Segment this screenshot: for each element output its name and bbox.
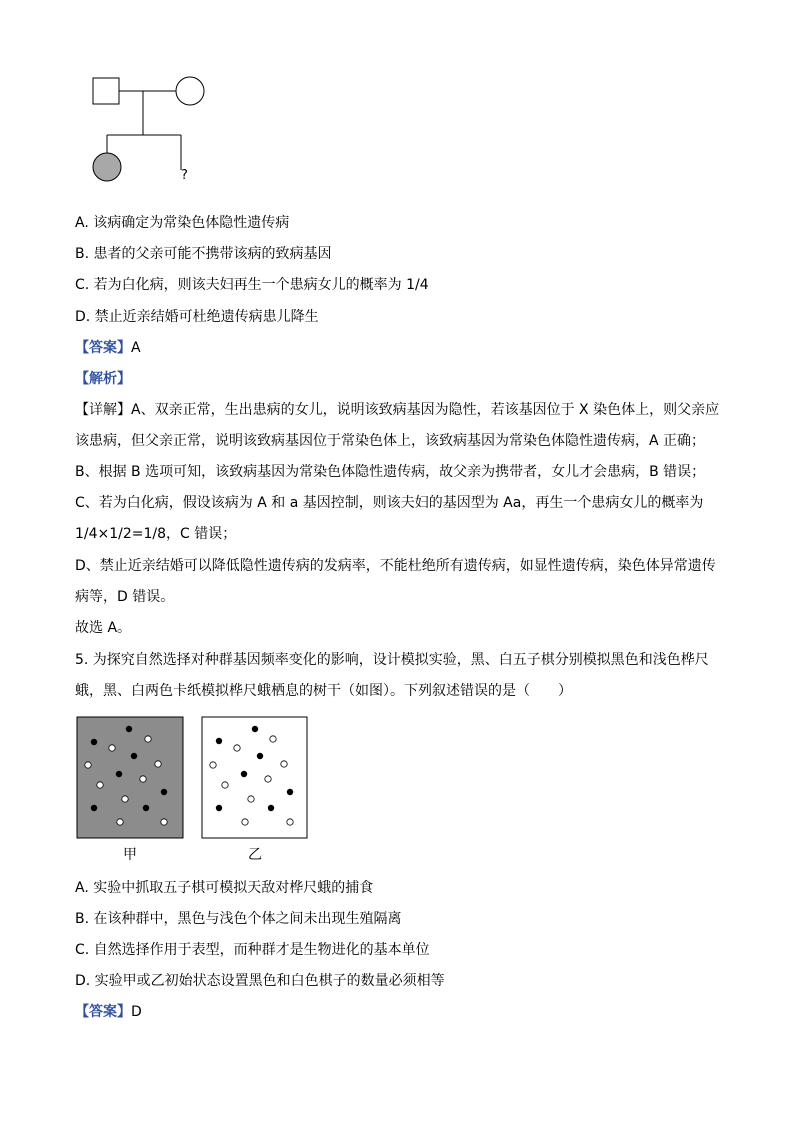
q4-option-d: D. 禁止近亲结婚可杜绝遗传病患儿降生 [75, 309, 319, 325]
white-piece [85, 762, 91, 768]
white-piece [210, 762, 216, 768]
white-piece [97, 782, 103, 788]
q5-stem-line-2: 蛾，黑、白两色卡纸模拟桦尺蛾栖息的树干（如图）。下列叙述错误的是（ ） [75, 683, 572, 699]
q4-detail-line-6: D、禁止近亲结婚可以降低隐性遗传病的发病率，不能杜绝所有遗传病，如显性遗传病，染色体异常遗传 [75, 558, 716, 574]
white-piece [145, 736, 151, 742]
black-piece [143, 805, 149, 811]
analysis-tag: 【解析】 [75, 371, 131, 387]
white-piece [109, 745, 115, 751]
q4-conclusion: 故选 A。 [75, 620, 132, 636]
black-piece [116, 771, 122, 777]
answer-tag: 【答案】 [75, 340, 131, 356]
black-piece [216, 805, 222, 811]
black-piece [216, 738, 222, 744]
black-piece [287, 789, 293, 795]
black-piece [131, 753, 137, 759]
black-piece [241, 771, 247, 777]
white-piece [155, 761, 161, 767]
q4-detail-line-7: 病等，D 错误。 [75, 589, 175, 605]
q5-option-a: A. 实验中抓取五子棋可模拟天敌对桦尺蛾的捕食 [75, 880, 374, 896]
black-piece [91, 739, 97, 745]
pedigree-diagram [0, 0, 794, 200]
q4-detail-line-5: 1/4×1/2=1/8，C 错误； [75, 526, 237, 542]
q4-answer-line [75, 338, 141, 358]
white-piece [265, 776, 271, 782]
q5-answer-line [75, 1002, 142, 1022]
white-piece [140, 776, 146, 782]
white-piece [248, 796, 254, 802]
q4-detail-line-2: 该患病，但父亲正常，说明该致病基因位于常染色体上，该致病基因为常染色体隐性遗传病，A 正确； [75, 433, 706, 449]
figure-label-jia: 甲 [123, 847, 137, 863]
white-piece [161, 819, 167, 825]
white-piece [117, 819, 123, 825]
figure-label-yi: 乙 [248, 847, 262, 863]
q4-option-c: C. 若为白化病，则该夫妇再生一个患病女儿的概率为 1/4 [75, 277, 429, 293]
detail-text: A、双亲正常，生出患病的女儿，说明该致病基因为隐性，若该基因位于 X 染色体上，则父亲应 [131, 402, 720, 418]
black-piece [161, 789, 167, 795]
affected-daughter-circle [93, 153, 121, 181]
white-piece [281, 761, 287, 767]
q5-stem-line-1: 5. 为探究自然选择对种群基因频率变化的影响，设计模拟实验，黑、白五子棋分别模拟黑色和浅色桦尺 [75, 652, 709, 668]
q5-option-b: B. 在该种群中，黑色与浅色个体之间未出现生殖隔离 [75, 911, 402, 927]
mother-circle [176, 77, 204, 105]
detail-tag: 【详解】 [75, 402, 131, 418]
answer-tag: 【答案】 [75, 1004, 131, 1020]
q4-detail-line-1 [75, 400, 719, 420]
black-piece [91, 805, 97, 811]
question-mark: ? [181, 168, 188, 183]
white-piece [222, 782, 228, 788]
black-piece [126, 726, 132, 732]
board-yi-white [202, 717, 307, 838]
board-jia-gray [77, 717, 183, 838]
black-piece [268, 805, 274, 811]
board-yi-pieces [210, 726, 293, 825]
black-piece [252, 726, 258, 732]
answer-value: A [131, 340, 141, 356]
q4-option-b: B. 患者的父亲可能不携带该病的致病基因 [75, 246, 332, 262]
q4-detail-line-4: C、若为白化病，假设该病为 A 和 a 基因控制，则该夫妇的基因型为 Aa，再生一个患病女儿的概率为 [75, 495, 704, 511]
white-piece [270, 736, 276, 742]
white-piece [287, 819, 293, 825]
q4-detail-line-3: B、根据 B 选项可知，该致病基因为常染色体隐性遗传病，故父亲为携带者，女儿才会患病，B 错误； [75, 464, 706, 480]
answer-value: D [131, 1004, 142, 1020]
black-piece [257, 753, 263, 759]
q4-option-a: A. 该病确定为常染色体隐性遗传病 [75, 215, 290, 231]
white-piece [242, 819, 248, 825]
white-piece [122, 796, 128, 802]
q5-option-c: C. 自然选择作用于表型，而种群才是生物进化的基本单位 [75, 942, 430, 958]
white-piece [234, 745, 240, 751]
board-jia-pieces [85, 726, 167, 825]
father-square [93, 78, 119, 104]
q4-analysis-line [75, 369, 131, 389]
q5-option-d: D. 实验甲或乙初始状态设置黑色和白色棋子的数量必须相等 [75, 973, 445, 989]
